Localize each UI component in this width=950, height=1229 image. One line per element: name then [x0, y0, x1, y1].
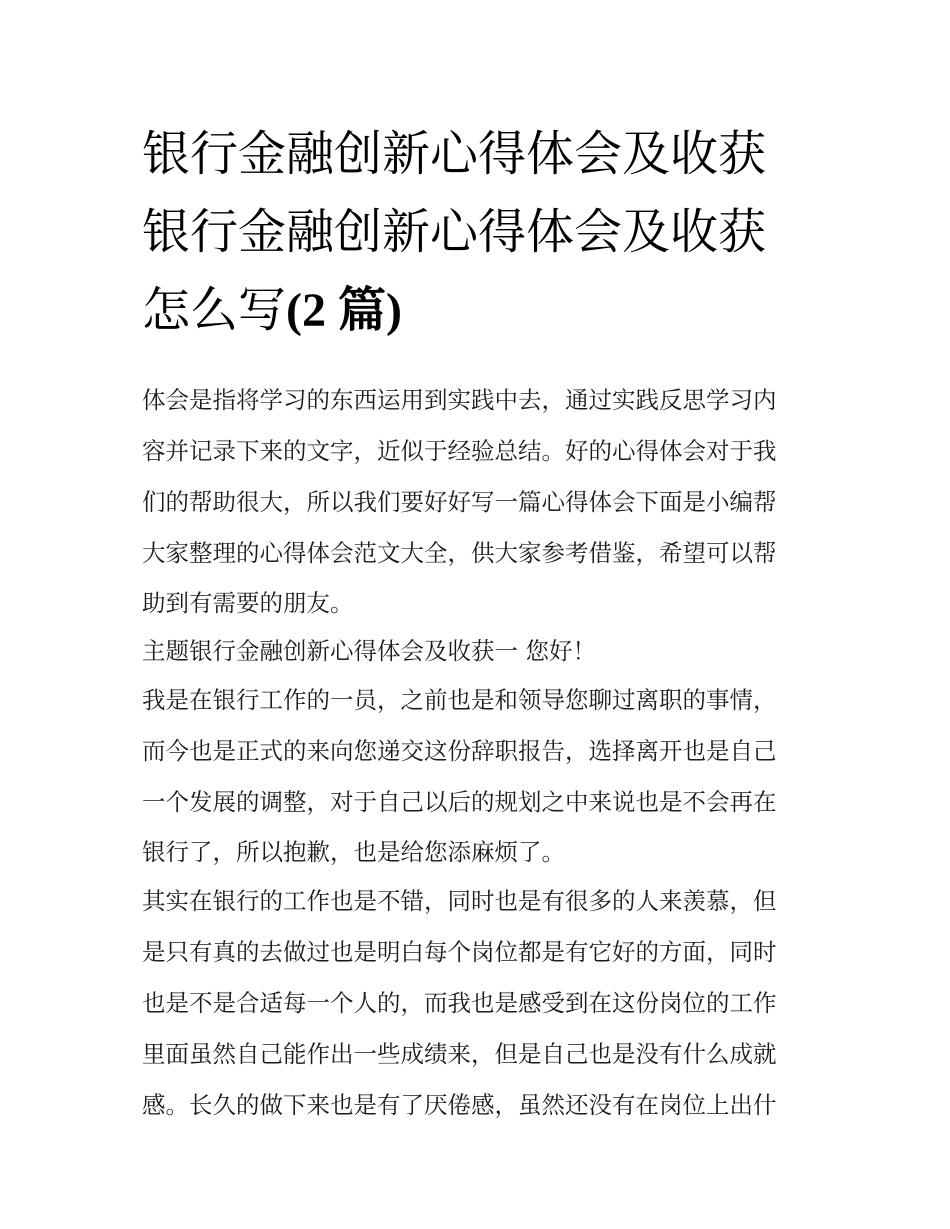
document-content [142, 115, 812, 1131]
paragraph-line: 们的帮助很大，所以我们要好好写一篇心得体会下面是小编帮 [142, 488, 777, 516]
title-count-suffix: (2 篇) [286, 284, 402, 337]
subtitle-paragraph [142, 627, 812, 675]
paragraph-line: 助到有需要的朋友。 [142, 589, 354, 617]
paragraph-line: 一个发展的调整，对于自己以后的规划之中来说也是不会再在 [142, 788, 777, 816]
paragraph-line: 主题银行金融创新心得体会及收获一 您好！ [142, 637, 596, 665]
title-line-text: 怎么写 [142, 282, 287, 338]
paragraph-line: 我是在银行工作的一员，之前也是和领导您聊过离职的事情， [142, 686, 777, 714]
paragraph-line: 是只有真的去做过也是明白每个岗位都是有它好的方面，同时 [142, 938, 777, 966]
paragraph-line: 体会是指将学习的东西运用到实践中去，通过实践反思学习内 [142, 386, 777, 414]
document-body [142, 375, 812, 1131]
paragraph-line: 其实在银行的工作也是不错，同时也是有很多的人来羡慕，但 [142, 887, 777, 915]
paragraph-line: 也是不是合适每一个人的，而我也是感受到在这份岗位的工作 [142, 989, 777, 1017]
title-line: 银行金融创新心得体会及收获 [142, 126, 767, 182]
paragraph-line: 感。长久的做下来也是有了厌倦感，虽然还没有在岗位上出什 [142, 1091, 777, 1119]
paragraph-line: 而今也是正式的来向您递交这份辞职报告，选择离开也是自己 [142, 737, 777, 765]
title-line-last [142, 271, 812, 349]
paragraph-line: 大家整理的心得体会范文大全，供大家参考借鉴，希望可以帮 [142, 539, 777, 567]
paragraph-line: 银行了，所以抱歉，也是给您添麻烦了。 [142, 838, 565, 866]
paragraph-line: 里面虽然自己能作出一些成绩来，但是自己也是没有什么成就 [142, 1040, 777, 1068]
body-paragraph-1 [142, 675, 812, 876]
title-line: 银行金融创新心得体会及收获 [142, 204, 767, 260]
body-paragraph-2 [142, 876, 812, 1131]
document-title [142, 115, 812, 349]
intro-paragraph [142, 375, 812, 627]
paragraph-line: 容并记录下来的文字，近似于经验总结。好的心得体会对于我 [142, 437, 777, 465]
